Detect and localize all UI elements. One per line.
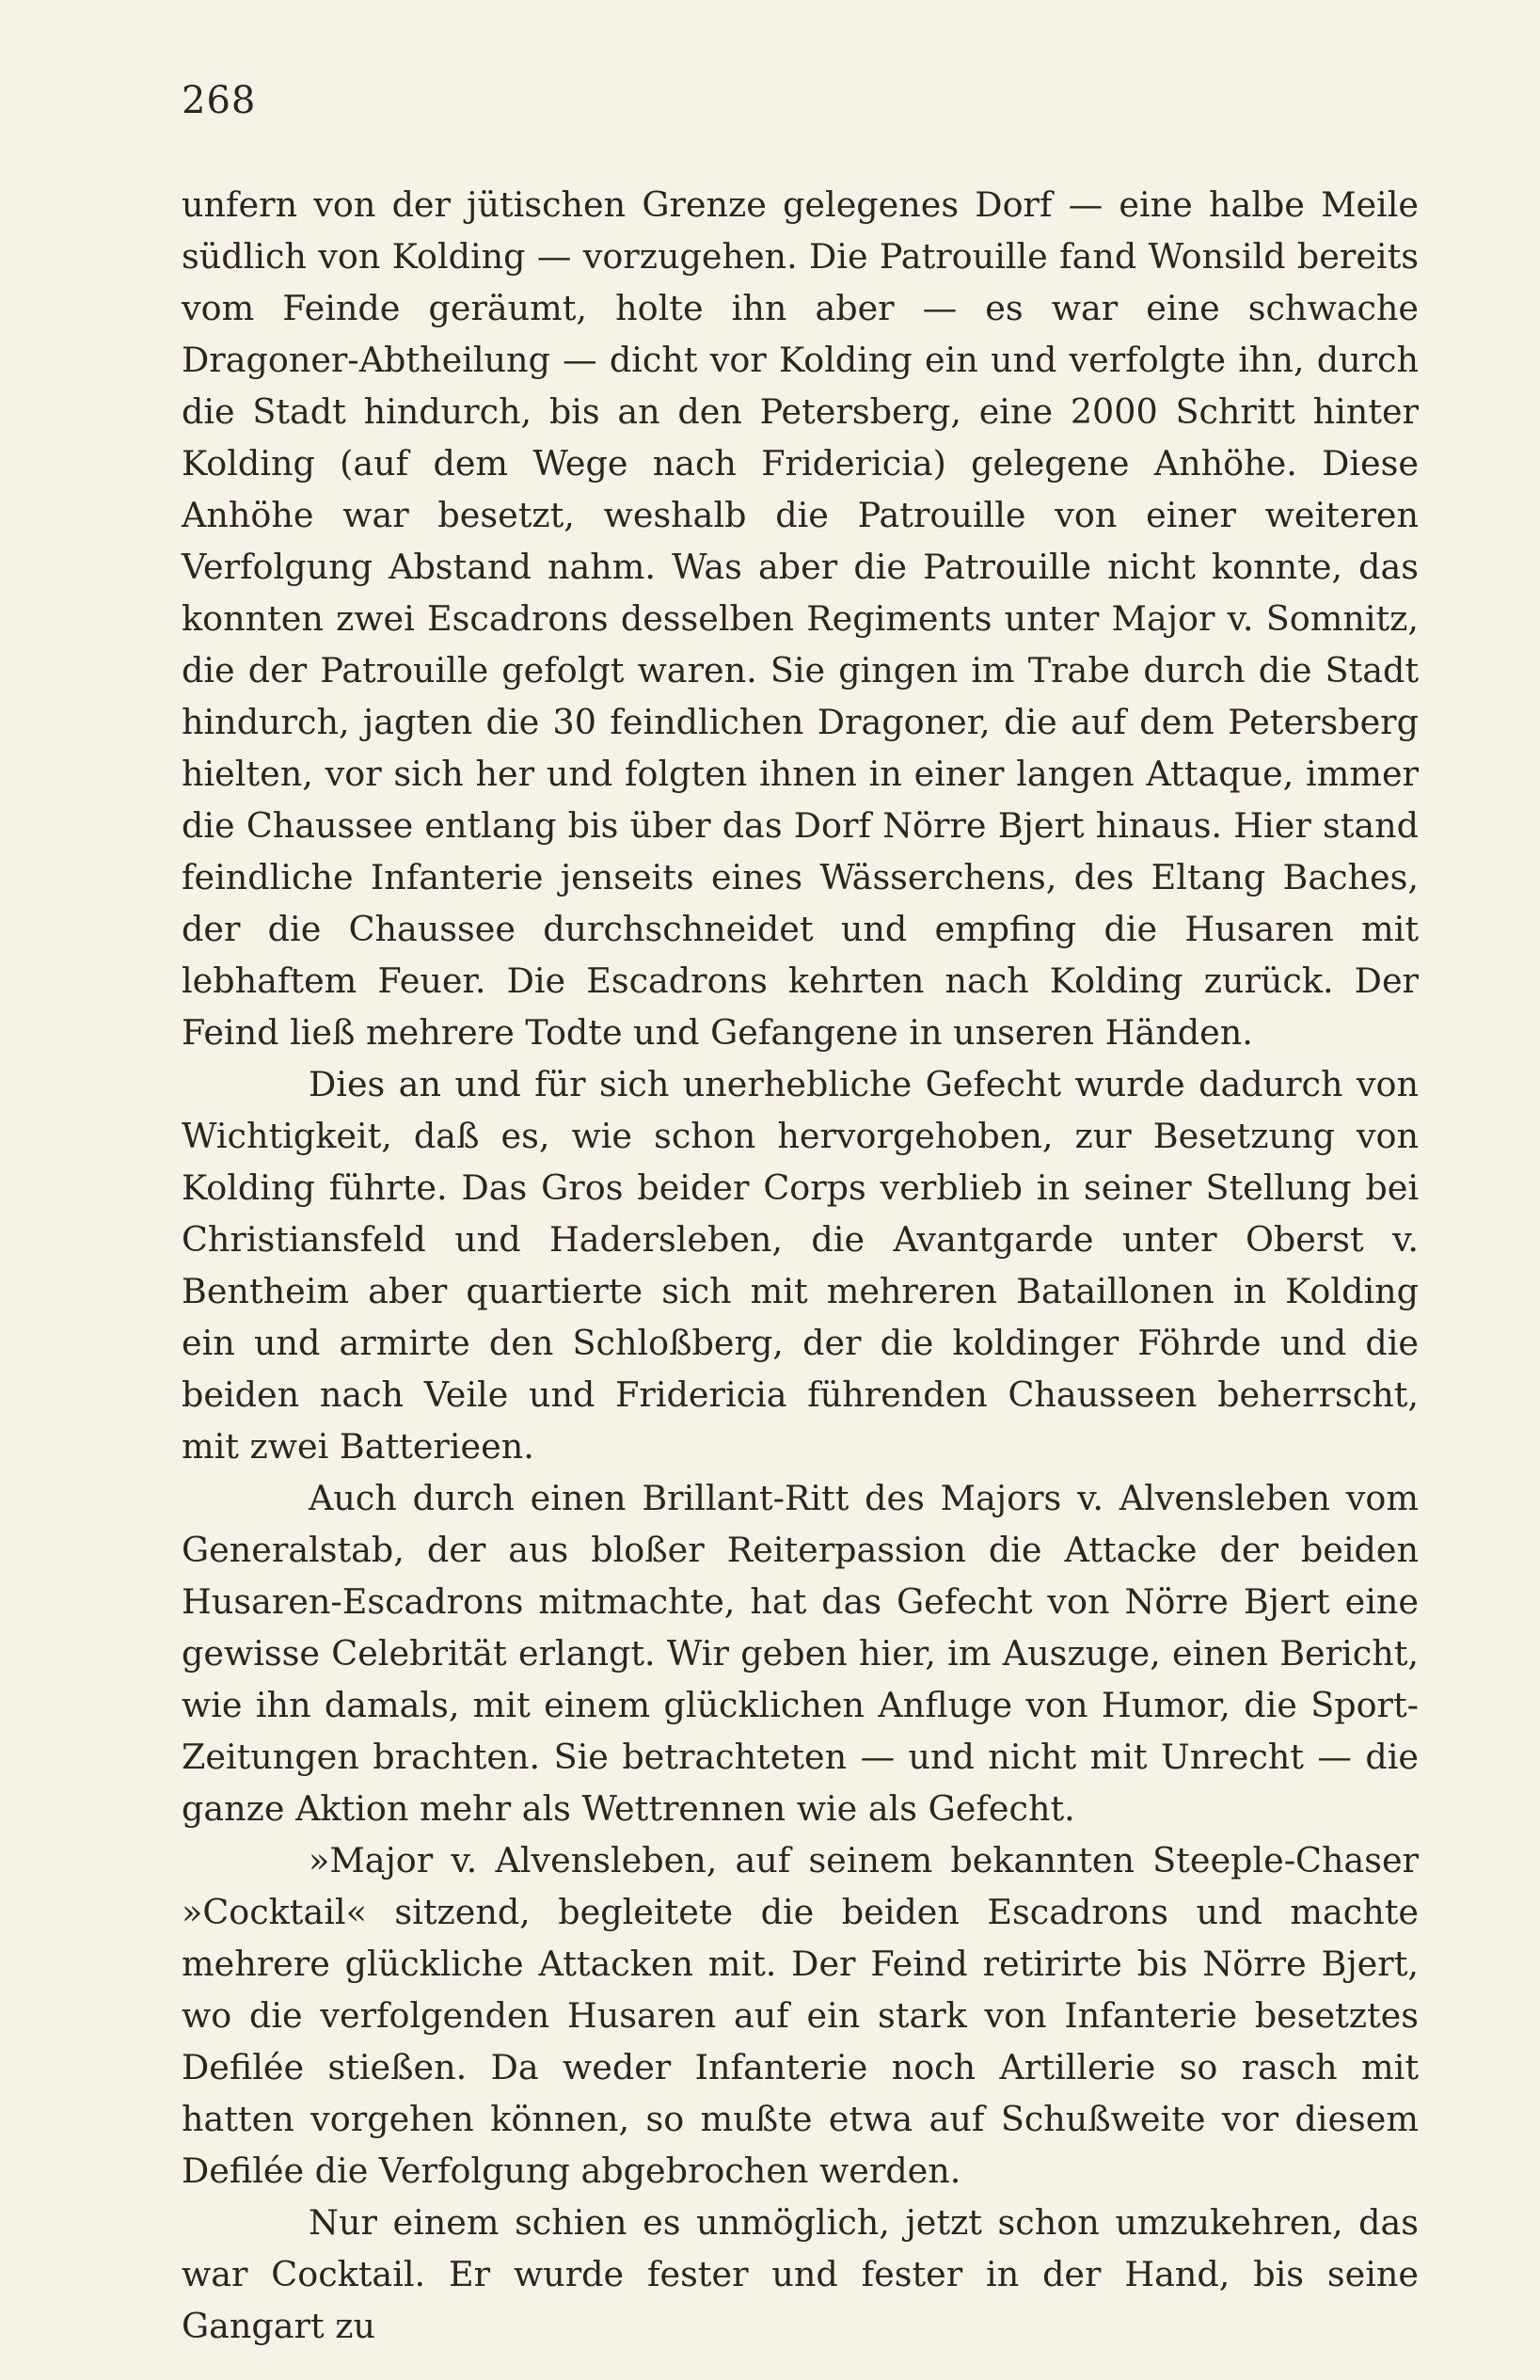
paragraph: Dies an und für sich unerhebliche Gefecht wurde dadurch von Wichtigkeit, daß es, wie schon hervorgehoben, zur Besetzung von Kolding führte. Das Gros beider Corps verblieb in seiner Stellung bei Christiansfeld und Hadersleben, die Avantgarde unter Oberst v. Bentheim aber quartierte sich mit mehreren Bataillonen in Kolding ein und armirte den Schloßberg, der die koldinger Föhrde und die beiden nach Veile und Fridericia führenden Chausseen beherrscht, mit zwei Batterieen. (182, 1064, 1419, 1467)
body-text (182, 179, 1419, 2352)
paragraph: Nur einem schien es unmöglich, jetzt schon umzukehren, das war Cocktail. Er wurde fester und fester in der Hand, bis seine Gangart zu (182, 2202, 1419, 2346)
paragraph: Auch durch einen Brillant-Ritt des Majors v. Alvensleben vom Generalstab, der aus bloßer Reiterpassion die Attacke der beiden Husaren-Escadrons mitmachte, hat das Gefecht von Nörre Bjert eine gewisse Celebrität erlangt. Wir geben hier, im Auszuge, einen Bericht, wie ihn damals, mit einem glücklichen Anfluge von Humor, die Sport-Zeitungen brachten. Sie betrachteten — und nicht mit Unrecht — die ganze Aktion mehr als Wettrennen wie als Gefecht. (182, 1478, 1419, 1829)
paragraph-quote: »Major v. Alvensleben, auf seinem bekannten Steeple-Chaser »Cocktail« sitzend, begleitete die beiden Escadrons und machte mehrere glückliche Attacken mit. Der Feind retirirte bis Nörre Bjert, wo die verfolgenden Husaren auf ein stark von Infanterie besetztes Defilée stießen. Da weder Infanterie noch Artillerie so rasch mit hatten vorgehen können, so mußte etwa auf Schußweite vor diesem Defilée die Verfolgung abgebrochen werden. (182, 1840, 1419, 2191)
page-number: 268 (182, 79, 257, 122)
paragraph-continued: unfern von der jütischen Grenze gelegenes Dorf — eine halbe Meile südlich von Kolding — vorzugehen. Die Patrouille fand Wonsild bereits vom Feinde geräumt, holte ihn aber — es war eine schwache Dragoner-Abtheilung — dicht vor Kolding ein und verfolgte ihn, durch die Stadt hindurch, bis an den Petersberg, eine 2000 Schritt hinter Kolding (auf dem Wege nach Fridericia) gelegene Anhöhe. Diese Anhöhe war besetzt, weshalb die Patrouille von einer weiteren Verfolgung Abstand nahm. Was aber die Patrouille nicht konnte, das konnten zwei Escadrons desselben Regiments unter Major v. Somnitz, die der Patrouille gefolgt waren. Sie gingen im Trabe durch die Stadt hindurch, jagten die 30 feindlichen Dragoner, die auf dem Petersberg hielten, vor sich her und folgten ihnen in einer langen Attaque, immer die Chaussee entlang bis über das Dorf Nörre Bjert hinaus. Hier stand feindliche Infanterie jenseits eines Wässerchens, des Eltang Baches, der die Chaussee durchschneidet und empfing die Husaren mit lebhaftem Feuer. Die Escadrons kehrten nach Kolding zurück. Der Feind ließ mehrere Todte und Gefangene in unseren Händen. (182, 184, 1419, 1053)
